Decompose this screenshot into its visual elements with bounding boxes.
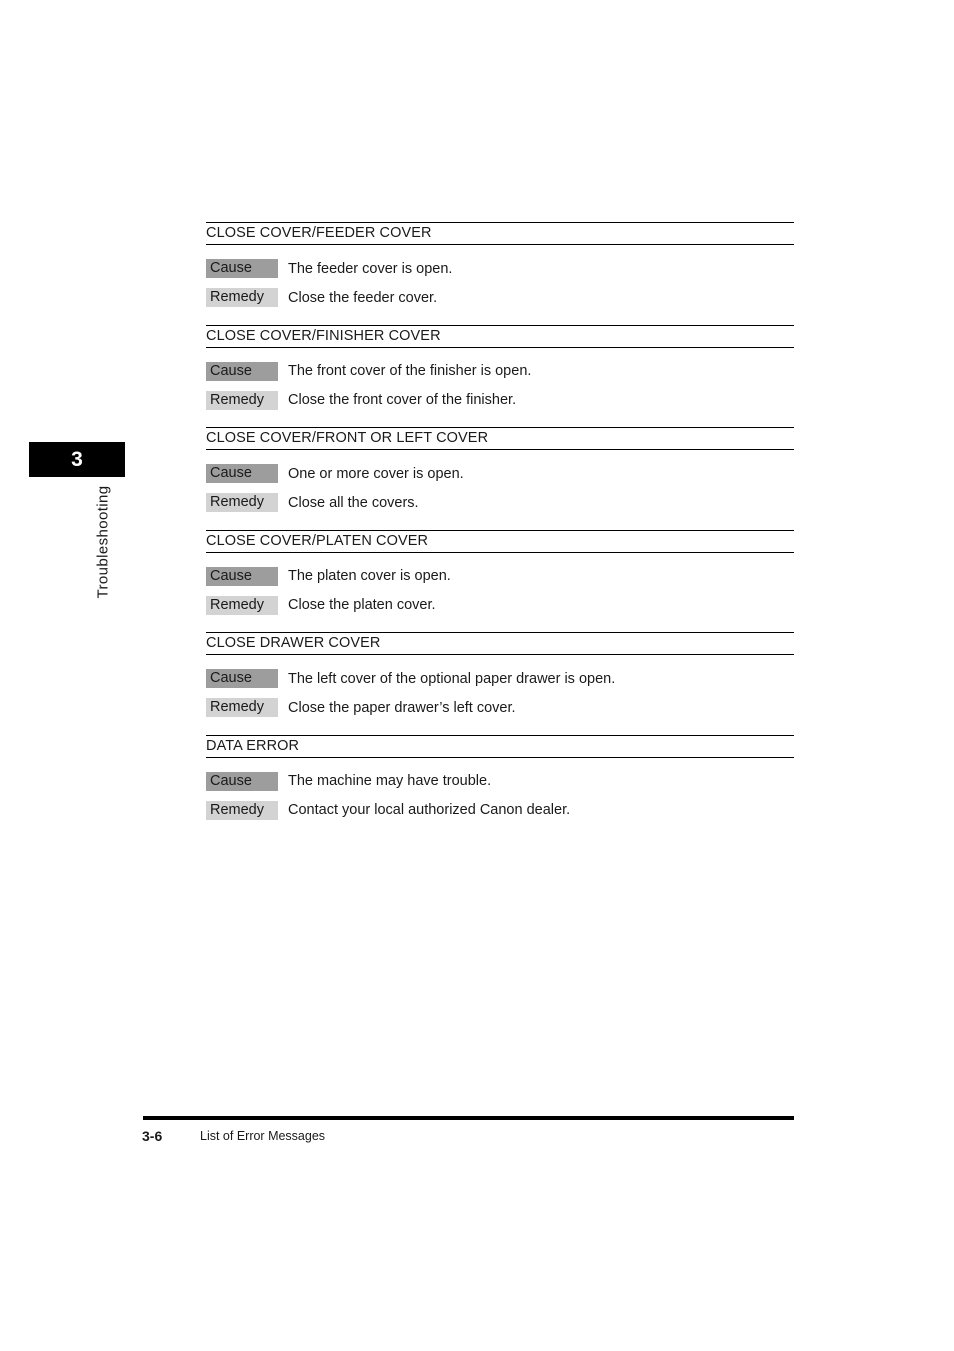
cause-label: Cause: [206, 567, 278, 586]
error-entry: [206, 325, 794, 428]
error-entry: [206, 632, 794, 735]
error-message-list: [206, 222, 794, 838]
remedy-label: Remedy: [206, 288, 278, 307]
error-title: CLOSE DRAWER COVER: [206, 632, 794, 655]
error-title: CLOSE COVER/FINISHER COVER: [206, 325, 794, 348]
error-title: CLOSE COVER/FEEDER COVER: [206, 222, 794, 245]
chapter-label: Troubleshooting: [94, 485, 112, 599]
cause-text: The left cover of the optional paper drawer is open.: [288, 670, 616, 687]
error-title: CLOSE COVER/PLATEN COVER: [206, 530, 794, 553]
cause-label: Cause: [206, 362, 278, 381]
cause-label: Cause: [206, 464, 278, 483]
error-entry: [206, 222, 794, 325]
cause-label: Cause: [206, 772, 278, 791]
remedy-text: Close the platen cover.: [288, 597, 436, 614]
error-title: CLOSE COVER/FRONT OR LEFT COVER: [206, 427, 794, 450]
remedy-text: Close the feeder cover.: [288, 289, 438, 306]
cause-text: The machine may have trouble.: [288, 773, 492, 790]
cause-row: [206, 259, 794, 278]
remedy-label: Remedy: [206, 391, 278, 410]
cause-row: [206, 772, 794, 791]
cause-row: [206, 669, 794, 688]
remedy-label: Remedy: [206, 698, 278, 717]
remedy-label: Remedy: [206, 493, 278, 512]
error-entry: [206, 530, 794, 633]
remedy-row: [206, 801, 794, 820]
cause-text: The platen cover is open.: [288, 568, 451, 585]
remedy-row: [206, 288, 794, 307]
remedy-text: Close all the covers.: [288, 494, 419, 511]
error-title: DATA ERROR: [206, 735, 794, 758]
remedy-label: Remedy: [206, 801, 278, 820]
remedy-text: Contact your local authorized Canon dealer.: [288, 802, 571, 819]
remedy-row: [206, 698, 794, 717]
footer-rule: [143, 1116, 794, 1120]
remedy-label: Remedy: [206, 596, 278, 615]
cause-text: One or more cover is open.: [288, 465, 464, 482]
page-number: 3-6: [142, 1128, 163, 1144]
remedy-row: [206, 596, 794, 615]
remedy-row: [206, 391, 794, 410]
cause-row: [206, 464, 794, 483]
remedy-text: Close the paper drawer’s left cover.: [288, 699, 516, 716]
error-entry: [206, 735, 794, 838]
remedy-row: [206, 493, 794, 512]
cause-row: [206, 362, 794, 381]
remedy-text: Close the front cover of the finisher.: [288, 392, 517, 409]
chapter-number: 3: [71, 447, 83, 471]
cause-label: Cause: [206, 259, 278, 278]
cause-label: Cause: [206, 669, 278, 688]
cause-text: The feeder cover is open.: [288, 260, 453, 277]
chapter-tab: [29, 442, 125, 477]
error-entry: [206, 427, 794, 530]
cause-row: [206, 567, 794, 586]
footer-section-title: List of Error Messages: [200, 1129, 326, 1143]
cause-text: The front cover of the finisher is open.: [288, 363, 532, 380]
